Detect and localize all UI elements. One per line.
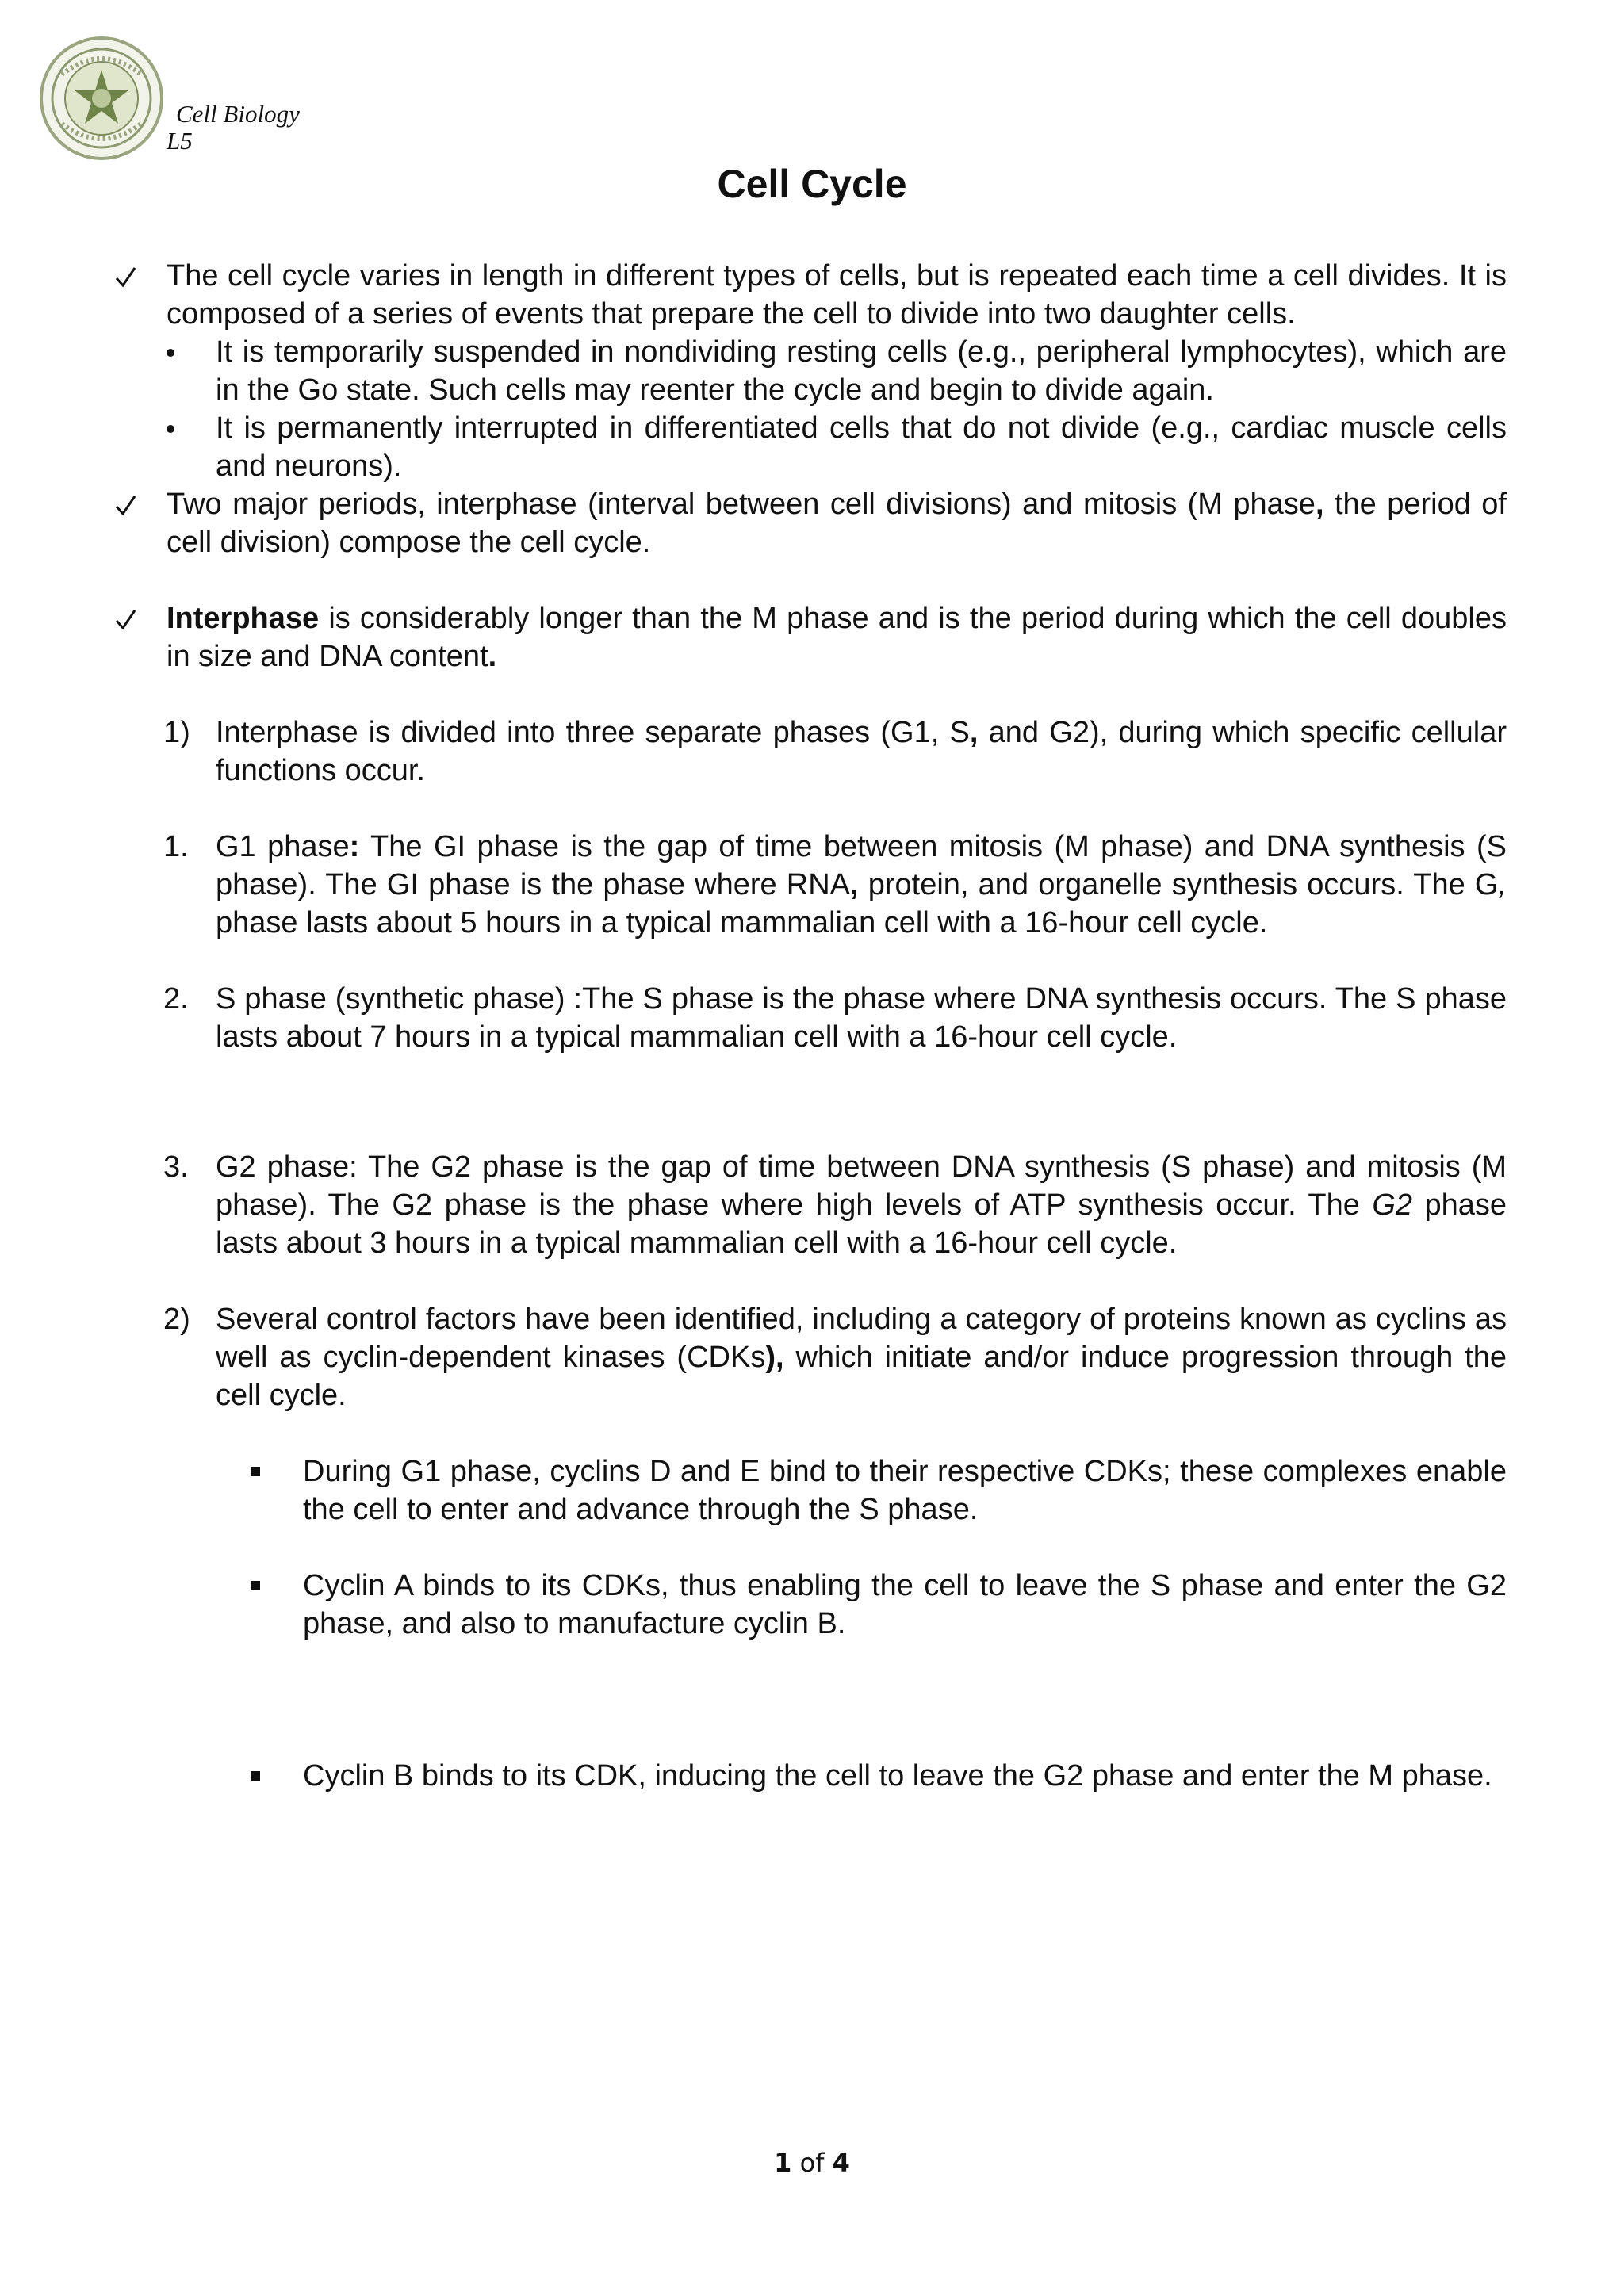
bullet-text: Cyclin B binds to its CDK, inducing the cell to leave the G2 phase and enter the M phase. [303, 1759, 1492, 1793]
bold-comma: , [1315, 488, 1324, 521]
paragraph-text: phase lasts about 3 hours in a typical mammalian cell with a 16-hour cell cycle. [216, 1188, 1507, 1260]
square-bullet-icon [251, 1452, 260, 1476]
bullet-text: It is temporarily suspended in nondividing resting cells (e.g., peripheral lymphocytes), which are in the Go state. Such cells may reenter the cycle and begin to divide again. [216, 335, 1507, 407]
list-marker: 3. [163, 1150, 189, 1184]
list-marker: 2. [163, 982, 189, 1016]
numbered-item-g1-phase [109, 828, 1507, 942]
bold-comma: , [969, 716, 979, 749]
bullet-dot-icon [167, 333, 174, 357]
bold-term-interphase: Interphase [167, 602, 320, 635]
paragraph-text: Interphase is divided into three separate phases (G1, S [216, 716, 970, 749]
page-title: Cell Cycle [717, 162, 907, 206]
numbered-item-g2-phase [109, 1148, 1507, 1262]
list-marker: 1) [163, 716, 190, 749]
university-seal-icon [38, 35, 165, 162]
bold-colon: : [349, 830, 360, 863]
bullet-text: During G1 phase, cyclins D and E bind to their respective CDKs; these complexes enable the cell to enter and advance through the S phase. [303, 1455, 1507, 1526]
course-name: Cell Biology [176, 100, 300, 128]
numbered-item-1 [109, 714, 1507, 790]
paragraph-text: the period of cell division) compose the cell cycle. [167, 488, 1507, 559]
document-body [109, 257, 1507, 1795]
bullet-text: It is permanently interrupted in differentiated cells that do not divide (e.g., cardiac muscle cells and neurons). [216, 411, 1507, 483]
bold-period: . [488, 640, 497, 673]
check-mark-icon [114, 599, 136, 631]
paragraph-text: G1 phase [216, 830, 350, 863]
square-item-g1-cyclins [109, 1452, 1507, 1529]
square-item-cyclin-b [109, 1757, 1507, 1795]
square-bullet-icon [251, 1757, 260, 1781]
list-marker: 2) [163, 1303, 190, 1336]
italic-term-g2: G2 [1372, 1188, 1413, 1222]
check-item-interphase [109, 599, 1507, 675]
bullet-item-interrupted [109, 409, 1507, 485]
check-mark-icon [114, 257, 136, 289]
page-of-label: of [791, 2148, 833, 2178]
bold-paren-comma: ), [765, 1341, 784, 1374]
paragraph-text: Several control factors have been identified, including a category of proteins known as cyclins as well as cyclin-dependent kinases (CDKs [216, 1303, 1507, 1374]
paragraph-text: phase lasts about 5 hours in a typical mammalian cell with a 16-hour cell cycle. [216, 906, 1268, 939]
paragraph-text: which initiate and/or induce progression through the cell cycle. [216, 1341, 1507, 1412]
numbered-item-2 [109, 1300, 1507, 1414]
check-item-cell-cycle [109, 257, 1507, 333]
lecture-number: L5 [167, 127, 193, 155]
paragraph-text: The cell cycle varies in length in different types of cells, but is repeated each time a cell divides. It is composed of a series of events that prepare the cell to divide into two daughter cells. [167, 259, 1507, 331]
paragraph-text: S phase (synthetic phase) :The S phase is the phase where DNA synthesis occurs. The S phase lasts about 7 hours in a typical mammalian cell with a 16-hour cell cycle. [216, 982, 1507, 1054]
square-bullet-icon [251, 1567, 260, 1590]
paragraph-text: Two major periods, interphase (interval between cell divisions) and mitosis (M phase [167, 488, 1316, 521]
bullet-text: Cyclin A binds to its CDKs, thus enabling the cell to leave the S phase and enter the G2 phase, and also to manufacture cyclin B. [303, 1569, 1507, 1640]
current-page: 1 [774, 2148, 792, 2178]
page-number [0, 2147, 1624, 2179]
paragraph-text: is considerably longer than the M phase and is the period during which the cell doubles in size and DNA content [167, 602, 1507, 673]
bold-comma: , [850, 868, 859, 901]
check-item-two-periods [109, 485, 1507, 561]
square-item-cyclin-a [109, 1567, 1507, 1643]
numbered-item-s-phase [109, 980, 1507, 1056]
paragraph-text: and G2), during which specific cellular functions occur. [216, 716, 1507, 787]
bullet-item-suspended [109, 333, 1507, 409]
italic-comma: , [1498, 868, 1507, 901]
total-pages: 4 [832, 2148, 850, 2178]
paragraph-text: The GI phase is the gap of time between mitosis (M phase) and DNA synthesis (S phase). The GI phase is the phase where RNA [216, 830, 1507, 901]
list-marker: 1. [163, 830, 189, 863]
bullet-dot-icon [167, 409, 174, 433]
paragraph-text: G2 phase: The G2 phase is the gap of time between DNA synthesis (S phase) and mitosis (M phase). The G2 phase is the phase where high levels of ATP synthesis occur. The [216, 1150, 1507, 1222]
paragraph-text: protein, and organelle synthesis occurs. The G [858, 868, 1499, 901]
check-mark-icon [114, 485, 136, 517]
